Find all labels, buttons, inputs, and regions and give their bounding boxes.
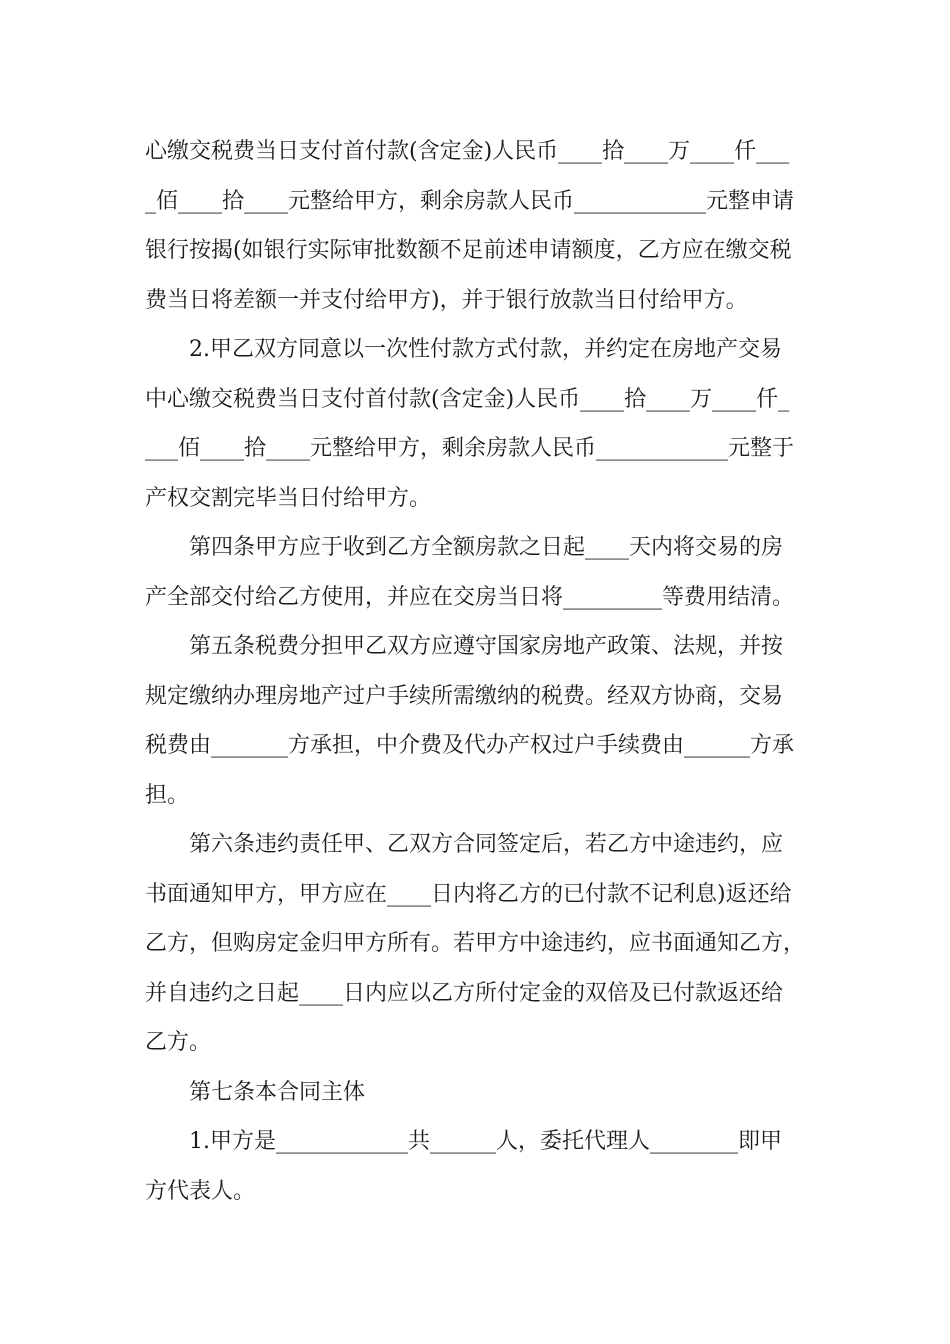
text-line: _佰____拾____元整给甲方，剩余房款人民币____________元整申请 [145, 188, 795, 214]
text-line: 税费由_______方承担，中介费及代办产权过户手续费由______方承 [145, 733, 795, 758]
text-line: 并自违约之日起____日内应以乙方所付定金的双倍及已付款返还给 [145, 980, 784, 1006]
text-line: 中心缴交税费当日支付首付款(含定金)人民币____拾____万____仟_ [145, 386, 790, 412]
contract-text-body [145, 127, 815, 1216]
text-line: 产全部交付给乙方使用，并应在交房当日将_________等费用结清。 [145, 584, 795, 610]
text-line: 方代表人。 [145, 1178, 256, 1204]
paragraph-article-7-heading: 第七条本合同主体 [189, 1079, 366, 1105]
text-line: 产权交割完毕当日付给甲方。 [145, 485, 432, 511]
text-line: 担。 [145, 782, 190, 808]
text-line: 费当日将差额一并支付给甲方)，并于银行放款当日付给甲方。 [145, 287, 748, 313]
paragraph-party-a: 1.甲方是____________共______人，委托代理人________即甲 [189, 1129, 782, 1154]
text-line: 心缴交税费当日支付首付款(含定金)人民币____拾____万____仟___ [145, 139, 790, 164]
paragraph-article-5: 第五条税费分担甲乙双方应遵守国家房地产政策、法规，并按 [189, 634, 784, 659]
text-line: 书面通知甲方，甲方应在____日内将乙方的已付款不记利息)返还给 [145, 881, 792, 907]
text-line: ___佰____拾____元整给甲方，剩余房款人民币____________元整于 [145, 436, 795, 461]
text-line: 银行按揭(如银行实际审批数额不足前述申请额度，乙方应在缴交税 [145, 238, 792, 263]
paragraph-article-4: 第四条甲方应于收到乙方全额房款之日起____天内将交易的房 [189, 535, 784, 560]
paragraph-article-6: 第六条违约责任甲、乙双方合同签定后，若乙方中途违约，应 [189, 832, 784, 857]
text-line: 规定缴纳办理房地产过户手续所需缴纳的税费。经双方协商，交易 [145, 683, 784, 709]
text-line: 乙方，但购房定金归甲方所有。若甲方中途违约，应书面通知乙方， [145, 931, 806, 956]
text-line: 乙方。 [145, 1030, 212, 1055]
paragraph-payment-option-2: 2.甲乙双方同意以一次性付款方式付款，并约定在房地产交易 [189, 337, 782, 362]
